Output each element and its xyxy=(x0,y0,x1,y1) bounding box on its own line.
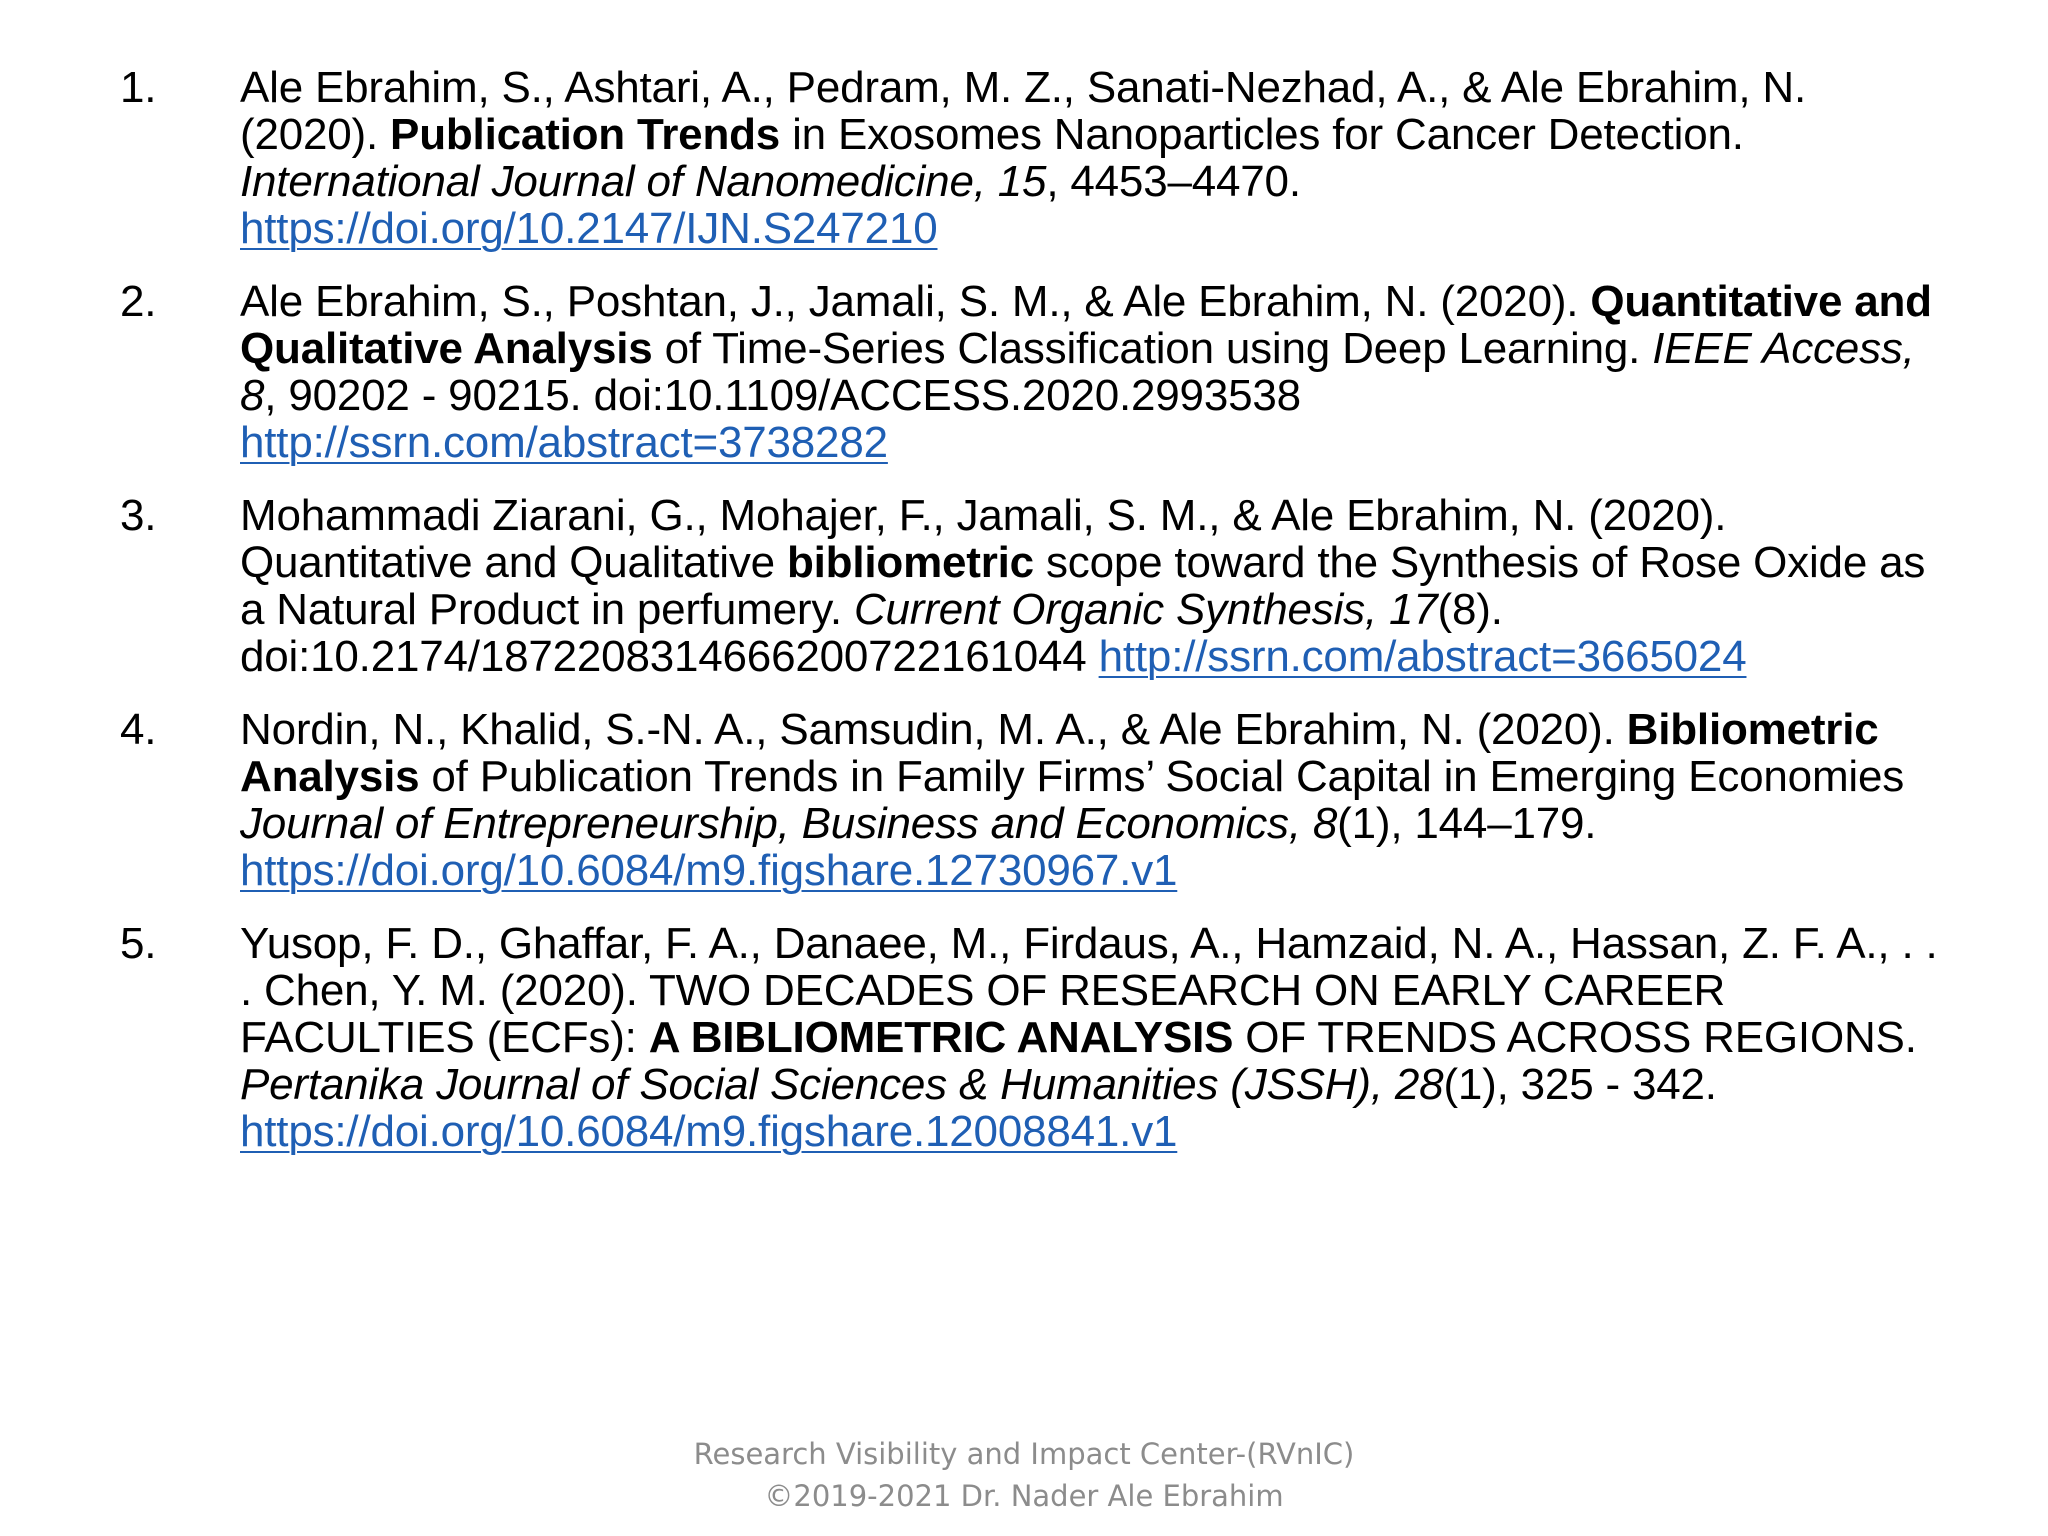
journal-title: Current Organic Synthesis, 17 xyxy=(853,585,1438,634)
reference-number: 3. xyxy=(120,491,157,540)
reference-link[interactable]: http://ssrn.com/abstract=3738282 xyxy=(240,418,888,467)
reference-text xyxy=(240,63,1806,253)
reference-text-segment: OF TRENDS ACROSS REGIONS. xyxy=(1233,1013,1917,1062)
reference-link[interactable]: https://doi.org/10.6084/m9.figshare.12730967.v1 xyxy=(240,846,1178,895)
reference-number: 4. xyxy=(120,705,157,754)
reference-text-segment: , 90202 - 90215. doi:10.1109/ACCESS.2020.2993538 xyxy=(264,371,1301,420)
journal-title: Pertanika Journal of Social Sciences & Humanities (JSSH), 28 xyxy=(240,1060,1444,1109)
reference-number: 5. xyxy=(120,919,157,968)
footer-organization: Research Visibility and Impact Center-(RVnIC) xyxy=(693,1437,1355,1471)
reference-text-segment: (1), 144–179. xyxy=(1337,799,1597,848)
reference-item xyxy=(120,920,1950,1155)
reference-text-segment: Nordin, N., Khalid, S.-N. A., Samsudin, M. A., & Ale Ebrahim, N. (2020). xyxy=(240,705,1627,754)
bold-keyword: Quantitative and Qualitative Analysis xyxy=(240,277,1932,373)
bold-keyword: A BIBLIOMETRIC ANALYSIS xyxy=(648,1013,1234,1062)
reference-text xyxy=(240,491,1925,681)
bold-keyword: Bibliometric Analysis xyxy=(240,705,1879,801)
reference-link[interactable]: http://ssrn.com/abstract=3665024 xyxy=(1098,632,1747,681)
reference-text-segment: of Time-Series Classification using Deep Learning. xyxy=(652,324,1653,373)
reference-number: 2. xyxy=(120,277,157,326)
reference-text-segment: of Publication Trends in Family Firms’ Social Capital in Emerging Economies xyxy=(419,752,1905,801)
bold-keyword: bibliometric xyxy=(786,538,1034,587)
footer-copyright: ©2019-2021 Dr. Nader Ale Ebrahim xyxy=(764,1479,1284,1513)
reference-number: 1. xyxy=(120,63,157,112)
reference-text-segment: in Exosomes Nanoparticles for Cancer Detection. xyxy=(780,110,1744,159)
reference-list xyxy=(120,64,1950,1181)
reference-text-segment: Yusop, F. D., Ghaffar, F. A., Danaee, M., Firdaus, A., Hamzaid, N. A., Hassan, Z. F. A., . . . Chen, Y. M. (2020). TWO DECADES OF RESEARCH ON EARLY CAREER FACULTIES (ECFs): xyxy=(240,919,1938,1062)
reference-text-segment: Mohammadi Ziarani, G., Mohajer, F., Jamali, S. M., & Ale Ebrahim, N. (2020). Quantitative and Qualitative xyxy=(240,491,1727,587)
footer xyxy=(0,1433,2048,1517)
reference-text xyxy=(240,919,1938,1156)
reference-text-segment: scope toward the Synthesis of Rose Oxide as a Natural Product in perfumery. xyxy=(240,538,1926,634)
reference-text-segment: (1), 325 - 342. xyxy=(1443,1060,1717,1109)
reference-item xyxy=(120,64,1950,252)
reference-text xyxy=(240,277,1932,467)
reference-item xyxy=(120,278,1950,466)
journal-title: IEEE Access, 8 xyxy=(240,324,1915,420)
bold-keyword: Publication Trends xyxy=(390,110,781,159)
journal-title: International Journal of Nanomedicine, 15 xyxy=(240,157,1047,206)
reference-item xyxy=(120,492,1950,680)
reference-text-segment: , 4453–4470. xyxy=(1046,157,1301,206)
reference-text-segment: (8). doi:10.2174/1872208314666200722161044 xyxy=(240,585,1503,681)
reference-text-segment: Ale Ebrahim, S., Ashtari, A., Pedram, M. Z., Sanati-Nezhad, A., & Ale Ebrahim, N. (2020). xyxy=(240,63,1807,159)
reference-text xyxy=(240,705,1904,895)
journal-title: Journal of Entrepreneurship, Business and Economics, 8 xyxy=(240,799,1338,848)
reference-item xyxy=(120,706,1950,894)
reference-link[interactable]: https://doi.org/10.2147/IJN.S247210 xyxy=(240,204,938,253)
reference-text-segment: Ale Ebrahim, S., Poshtan, J., Jamali, S. M., & Ale Ebrahim, N. (2020). xyxy=(240,277,1591,326)
reference-link[interactable]: https://doi.org/10.6084/m9.figshare.12008841.v1 xyxy=(240,1107,1178,1156)
